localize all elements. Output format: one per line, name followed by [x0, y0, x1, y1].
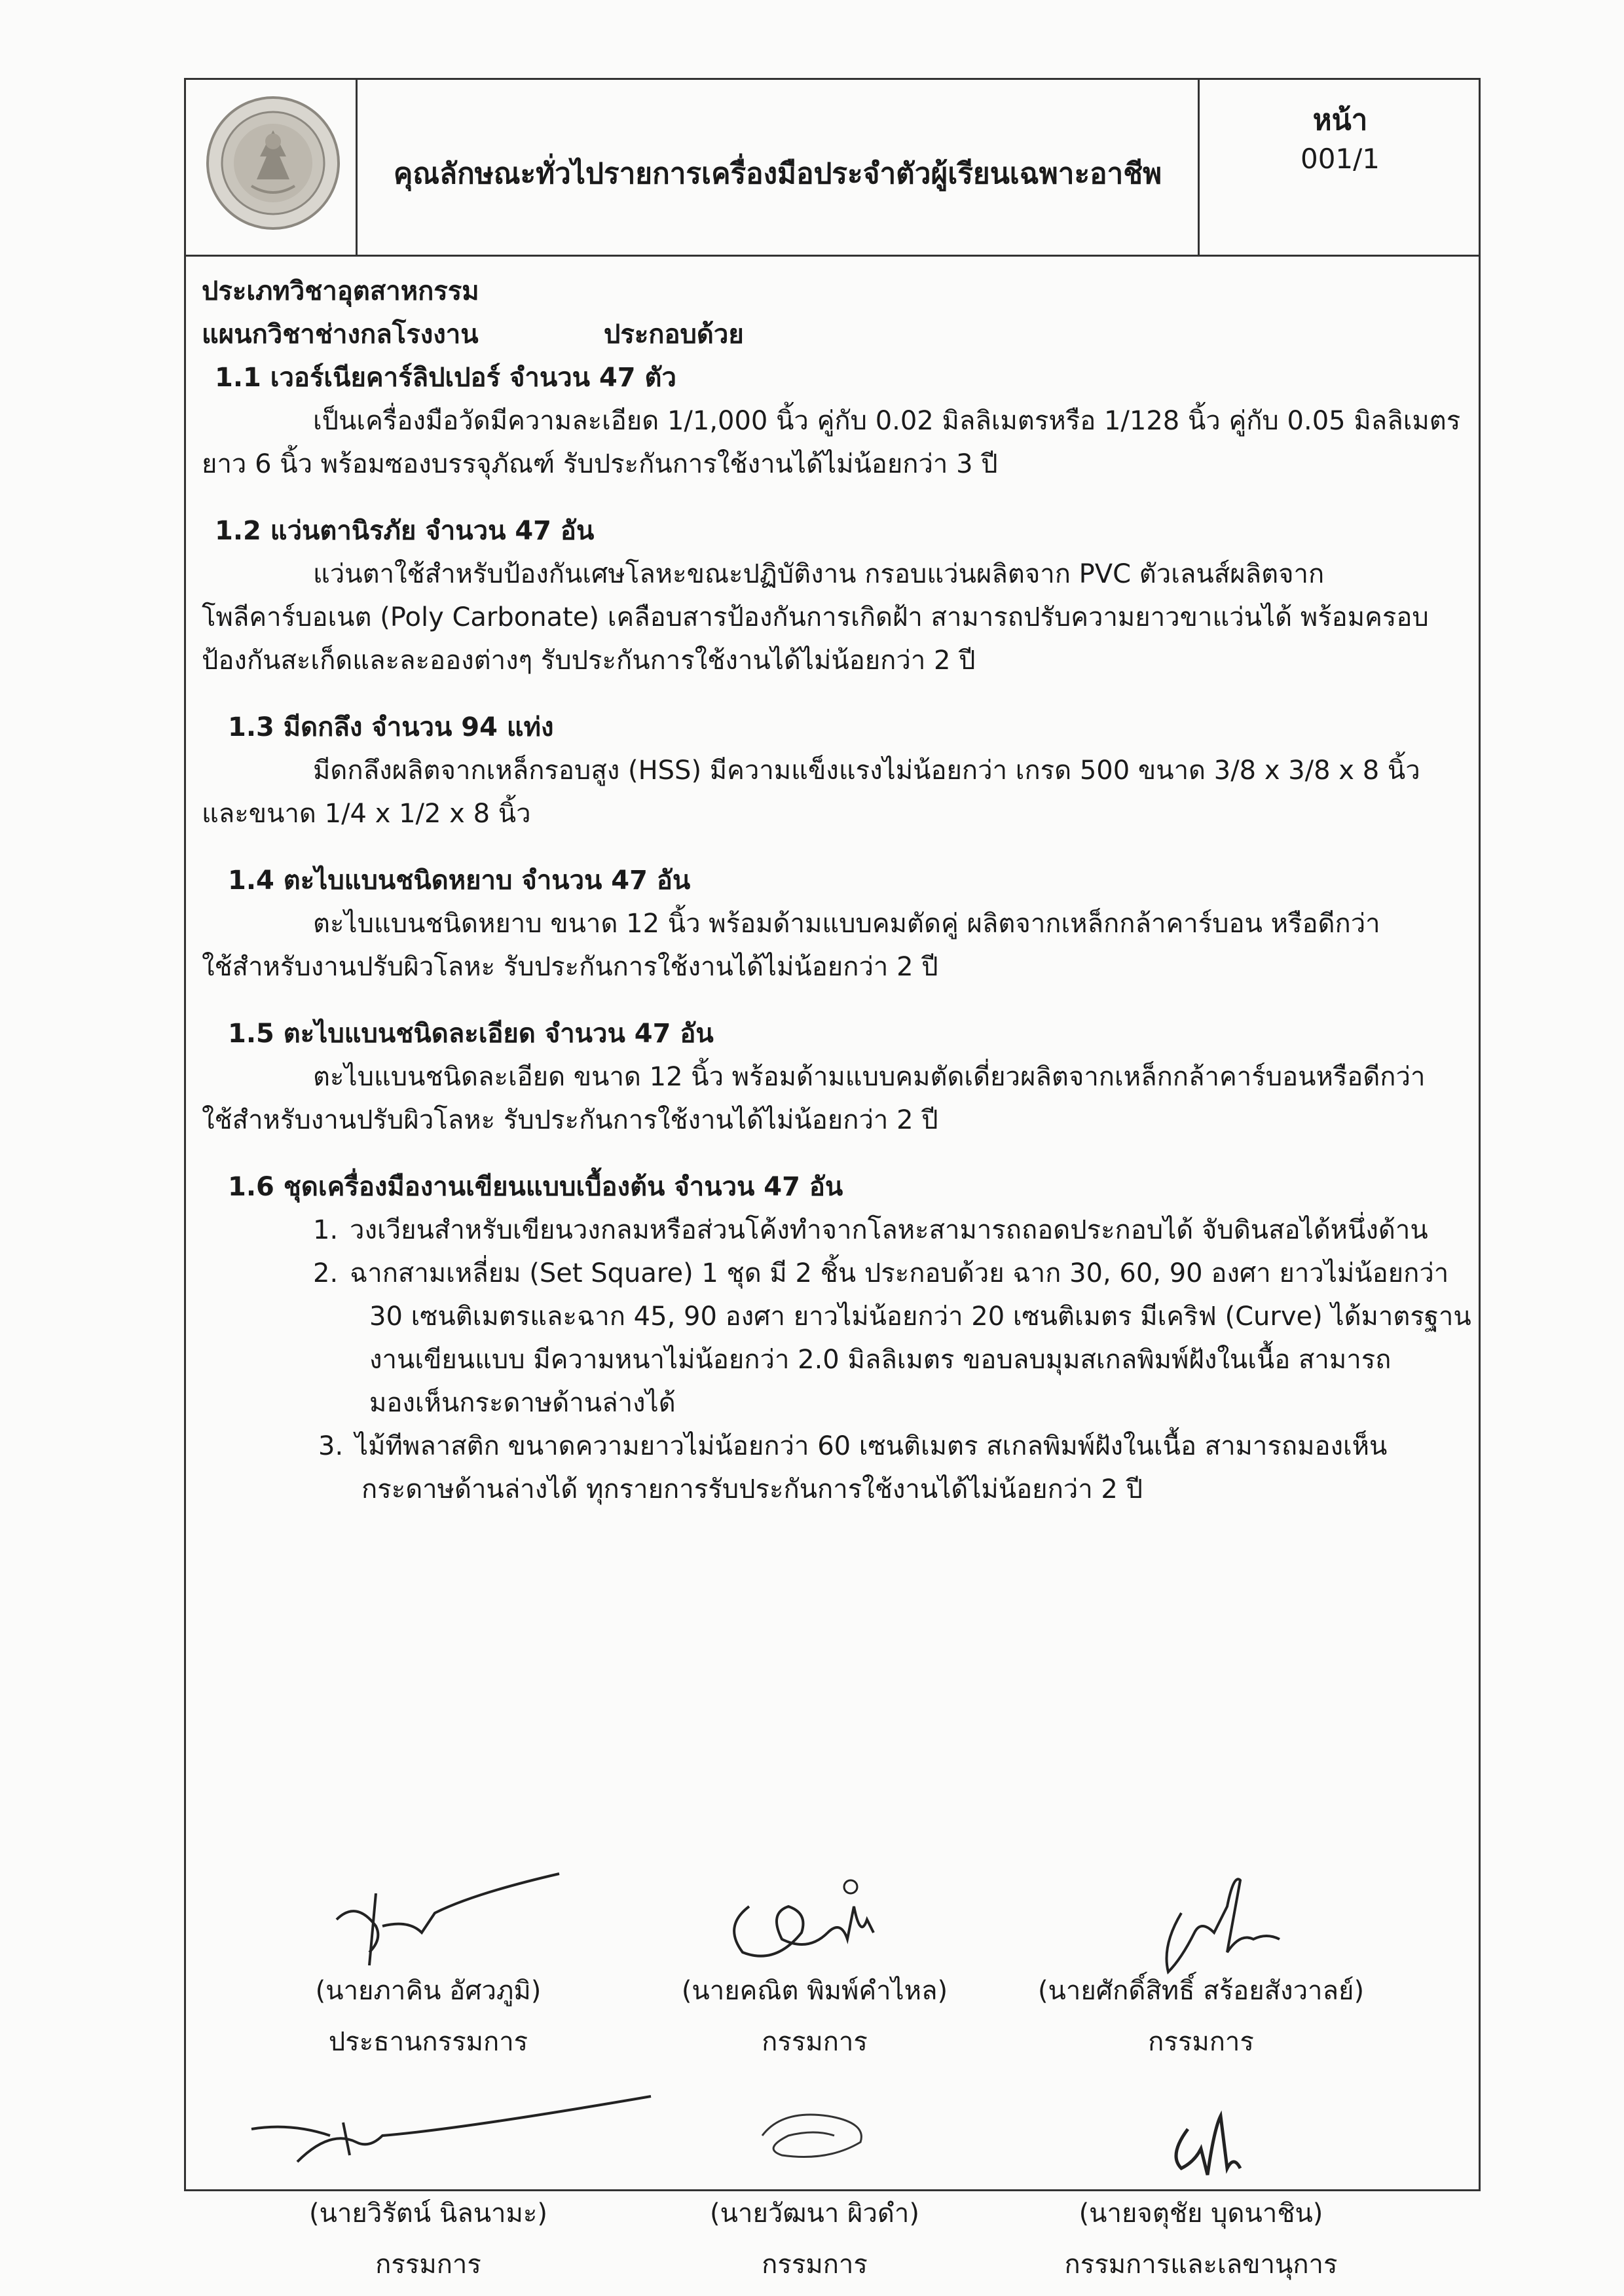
signer-role: กรรมการ — [1148, 2027, 1254, 2057]
signer-name: (นายวัฒนา ผิวดำ) — [710, 2198, 919, 2229]
subitem-number: 3. — [318, 1431, 344, 1461]
signer-role: ประธานกรรมการ — [328, 2027, 528, 2057]
item-text-line: ใช้สำหรับงานปรับผิวโลหะ รับประกันการใช้งานได้ไม่น้อยกว่า 2 ปี — [202, 952, 938, 982]
signer-role: กรรมการ — [762, 2250, 868, 2280]
handwritten-signature — [199, 2090, 657, 2175]
item-heading: 1.6 ชุดเครื่องมืองานเขียนแบบเบื้องต้น จำนวน 47 อัน — [228, 1172, 843, 1202]
subitem-text-line: ฉากสามเหลี่ยม (Set Square) 1 ชุด มี 2 ชิ้น ประกอบด้วย ฉาก 30, 60, 90 องศา ยาวไม่น้อยกว่า — [350, 1258, 1449, 1288]
subitem-text-line: งานเขียนแบบ มีความหนาไม่น้อยกว่า 2.0 มิลลิเมตร ขอบลบมุมสเกลพิมพ์ฝังในเนื้อ สามารถ — [369, 1345, 1392, 1375]
consists-of-label: ประกอบด้วย — [603, 319, 744, 350]
signature-member-4 — [612, 2188, 1018, 2290]
item-heading: 1.4 ตะไบแบนชนิดหยาบ จำนวน 47 อัน — [228, 866, 691, 896]
page-cell — [1200, 80, 1481, 255]
handwritten-signature — [278, 1867, 579, 1972]
signature-chairman — [225, 1965, 631, 2068]
subitem — [313, 1252, 1471, 1425]
title-cell — [358, 80, 1200, 255]
item-text-line: ตะไบแบนชนิดละเอียด ขนาด 12 นิ้ว พร้อมด้ามแบบคมตัดเดี่ยวผลิตจากเหล็กกล้าคาร์บอนหรือดีกว่า — [313, 1062, 1426, 1092]
item-text-line: และขนาด 1/4 x 1/2 x 8 นิ้ว — [202, 799, 531, 829]
document-body — [202, 270, 1471, 1511]
item-text-line: ใช้สำหรับงานปรับผิวโลหะ รับประกันการใช้งานได้ไม่น้อยกว่า 2 ปี — [202, 1105, 938, 1135]
page-number: 001/1 — [1300, 143, 1380, 175]
signature-member-1 — [612, 1965, 1018, 2068]
drafting-subitems — [202, 1209, 1471, 1511]
handwritten-signature — [1103, 2090, 1299, 2195]
document-title: คุณลักษณะทั่วไปรายการเครื่องมือประจำตัวผู้เรียนเฉพาะอาชีพ — [393, 157, 1162, 191]
subitem-text-line: ไม้ทีพลาสติก ขนาดความยาวไม่น้อยกว่า 60 เซนติเมตร สเกลพิมพ์ฝังในเนื้อ สามารถมองเห็น — [355, 1431, 1388, 1461]
signer-name: (นายวิรัตน์ นิลนามะ) — [309, 2198, 547, 2229]
item-text-line: ยาว 6 นิ้ว พร้อมซองบรรจุภัณฑ์ รับประกันการใช้งานได้ไม่น้อยกว่า 3 ปี — [202, 449, 998, 479]
category-heading: ประเภทวิชาอุตสาหกรรม — [202, 276, 479, 306]
subitem — [313, 1425, 1466, 1511]
item-heading: 1.2 แว่นตานิรภัย จำนวน 47 อัน — [215, 516, 595, 546]
signer-role: กรรมการ — [375, 2250, 481, 2280]
department-name: แผนกวิชาช่างกลโรงงาน — [202, 319, 479, 350]
item-heading: 1.3 มีดกลึง จำนวน 94 แท่ง — [228, 712, 554, 742]
signature-member-3 — [225, 2188, 631, 2290]
subitem-text-line: กระดาษด้านล่างได้ ทุกรายการรับประกันการใช้งานได้ไม่น้อยกว่า 2 ปี — [361, 1474, 1143, 1504]
signer-name: (นายภาคิน อัศวภูมิ) — [315, 1976, 542, 2006]
signature-block — [186, 1808, 1479, 2280]
signer-name: (นายคณิต พิมพ์คำไหล) — [681, 1976, 948, 2006]
document-frame — [184, 78, 1481, 2280]
signer-role: กรรมการและเลขานุการ — [1064, 2250, 1338, 2280]
item-heading: 1.5 ตะไบแบนชนิดละเอียด จำนวน 47 อัน — [228, 1019, 714, 1049]
item-heading: 1.1 เวอร์เนียคาร์ลิปเปอร์ จำนวน 47 ตัว — [215, 363, 676, 393]
document-header — [186, 80, 1479, 257]
signature-secretary — [998, 2188, 1404, 2290]
vocational-education-seal — [204, 94, 342, 232]
item-text-line: มีดกลึงผลิตจากเหล็กรอบสูง (HSS) มีความแข็งแรงไม่น้อยกว่า เกรด 500 ขนาด 3/8 x 3/8 x 8 นิ้ว — [313, 756, 1420, 786]
signer-name: (นายจตุชัย บุดนาชิน) — [1079, 2198, 1323, 2229]
item-text-line: เป็นเครื่องมือวัดมีความละเอียด 1/1,000 นิ้ว คู่กับ 0.02 มิลลิเมตรหรือ 1/128 นิ้ว คู่กับ 0.05 มิลลิเมตร — [313, 406, 1461, 436]
handwritten-signature — [697, 2090, 932, 2162]
department-heading — [202, 313, 1466, 356]
handwritten-signature — [697, 1867, 932, 1972]
subitem-text-line: วงเวียนสำหรับเขียนวงกลมหรือส่วนโค้งทำจากโลหะสามารถถอดประกอบได้ จับดินสอได้หนึ่งด้าน — [350, 1215, 1428, 1245]
signer-role: กรรมการ — [762, 2027, 868, 2057]
signature-member-2 — [998, 1965, 1404, 2068]
subitem-text-line: 30 เซนติเมตรและฉาก 45, 90 องศา ยาวไม่น้อยกว่า 20 เซนติเมตร มีเคริฟ (Curve) ได้มาตรฐาน — [369, 1302, 1471, 1332]
signer-name: (นายศักดิ์สิทธิ์ สร้อยสังวาลย์) — [1037, 1976, 1365, 2006]
logo-cell — [186, 80, 358, 255]
subitem-number: 1. — [313, 1215, 339, 1245]
subitem-text-line: มองเห็นกระดาษด้านล่างได้ — [369, 1388, 676, 1418]
item-text-line: ป้องกันสะเก็ดและละอองต่างๆ รับประกันการใช้งานได้ไม่น้อยกว่า 2 ปี — [202, 646, 976, 676]
subitem-number: 2. — [313, 1258, 339, 1288]
handwritten-signature — [1083, 1867, 1319, 1985]
page-label: หน้า — [1312, 103, 1368, 137]
subitem — [313, 1209, 1466, 1252]
item-text-line: ตะไบแบนชนิดหยาบ ขนาด 12 นิ้ว พร้อมด้ามแบบคมตัดคู่ ผลิตจากเหล็กกล้าคาร์บอน หรือดีกว่า — [313, 909, 1380, 939]
item-text-line: โพลีคาร์บอเนต (Poly Carbonate) เคลือบสารป้องกันการเกิดฝ้า สามารถปรับความยาวขาแว่นได้ พร้อมครอบ — [202, 602, 1429, 632]
item-text-line: แว่นตาใช้สำหรับป้องกันเศษโลหะขณะปฏิบัติงาน กรอบแว่นผลิตจาก PVC ตัวเลนส์ผลิตจาก — [313, 559, 1325, 589]
